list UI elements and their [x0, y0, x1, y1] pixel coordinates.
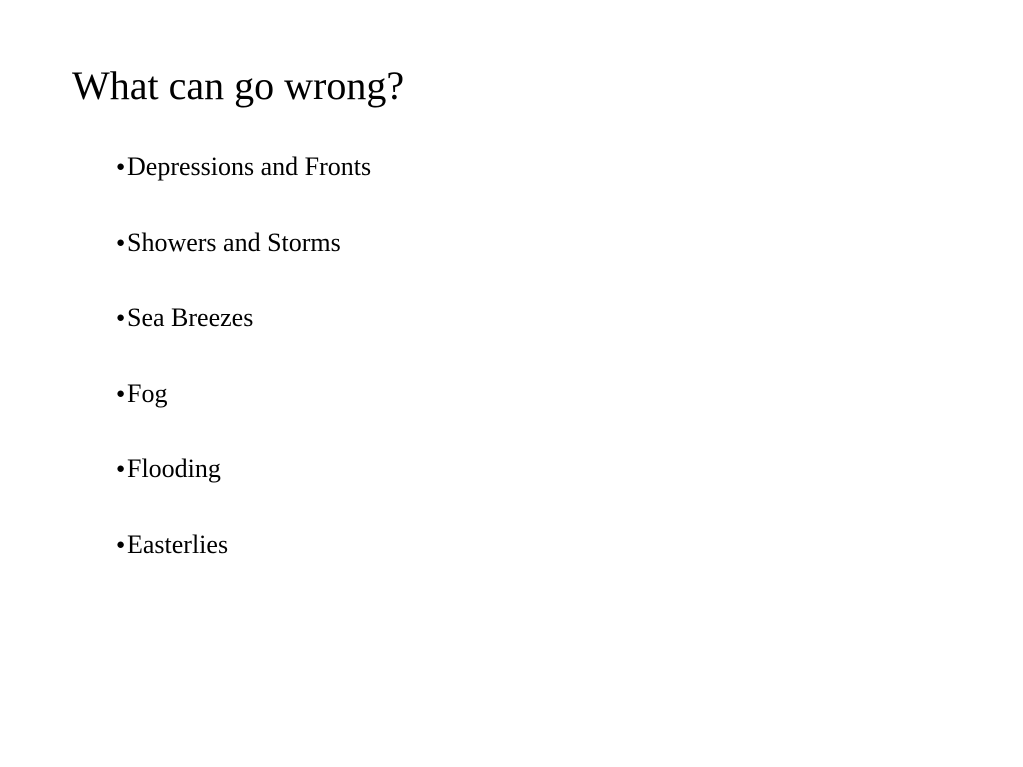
bullet-icon: ● [116, 159, 126, 175]
bullet-text: Fog [127, 378, 168, 408]
bullet-list [116, 151, 371, 605]
list-item [116, 529, 371, 605]
slide-title: What can go wrong? [72, 63, 405, 108]
list-item [116, 227, 371, 303]
list-item [116, 378, 371, 454]
bullet-text: Flooding [127, 454, 221, 484]
list-item [116, 302, 371, 378]
list-item [116, 453, 371, 529]
bullet-text: Depressions and Fronts [127, 152, 372, 181]
bullet-icon: ● [116, 461, 126, 478]
list-item [116, 151, 371, 227]
bullet-text: Easterlies [127, 529, 229, 559]
bullet-icon: ● [116, 310, 126, 327]
bullet-icon: ● [116, 536, 126, 553]
bullet-icon: ● [116, 234, 126, 251]
bullet-text: Sea Breezes [127, 303, 254, 333]
bullet-icon: ● [116, 385, 126, 402]
bullet-text: Showers and Storms [127, 227, 341, 257]
